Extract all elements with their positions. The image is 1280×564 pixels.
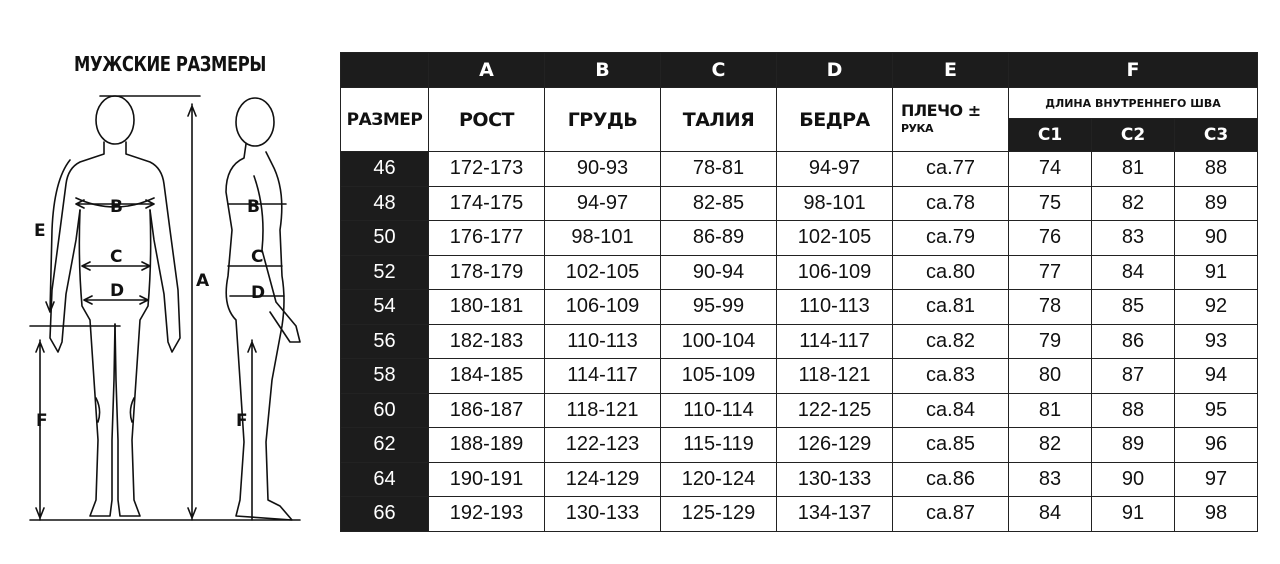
- cell-c1: 74: [1009, 152, 1092, 187]
- cell-c2: 89: [1092, 428, 1175, 463]
- cell-chest: 94-97: [545, 186, 661, 221]
- cell-chest: 106-109: [545, 290, 661, 325]
- cell-c2: 86: [1092, 324, 1175, 359]
- cell-shoulder: ca.85: [893, 428, 1009, 463]
- cell-c1: 84: [1009, 497, 1092, 532]
- letter-b: B: [545, 53, 661, 88]
- cell-c3: 92: [1175, 290, 1258, 325]
- cell-shoulder: ca.82: [893, 324, 1009, 359]
- cell-hips: 118-121: [777, 359, 893, 394]
- cell-c1: 82: [1009, 428, 1092, 463]
- cell-hips: 102-105: [777, 221, 893, 256]
- letter-d: D: [777, 53, 893, 88]
- cell-c1: 80: [1009, 359, 1092, 394]
- cell-height: 178-179: [429, 255, 545, 290]
- label-f-side: F: [236, 411, 248, 431]
- table-row: [341, 393, 1258, 428]
- cell-height: 174-175: [429, 186, 545, 221]
- label-c-side: C: [251, 247, 264, 267]
- cell-hips: 130-133: [777, 462, 893, 497]
- size-table-body: [341, 152, 1258, 532]
- cell-height: 192-193: [429, 497, 545, 532]
- cell-hips: 98-101: [777, 186, 893, 221]
- label-d-side: D: [251, 283, 266, 303]
- cell-c3: 97: [1175, 462, 1258, 497]
- cell-size: 48: [341, 186, 429, 221]
- header-shoulder-main: ПЛЕЧО ±: [901, 100, 981, 120]
- header-shoulder-sub: РУКА: [901, 121, 934, 135]
- letter-f: F: [1009, 53, 1258, 88]
- size-table: [340, 52, 1258, 532]
- cell-shoulder: ca.83: [893, 359, 1009, 394]
- cell-size: 66: [341, 497, 429, 532]
- cell-c2: 84: [1092, 255, 1175, 290]
- cell-hips: 110-113: [777, 290, 893, 325]
- cell-c1: 78: [1009, 290, 1092, 325]
- cell-size: 62: [341, 428, 429, 463]
- header-waist: ТАЛИЯ: [661, 88, 777, 152]
- header-size: РАЗМЕР: [341, 88, 429, 152]
- header-shoulder: [893, 88, 1009, 152]
- table-row: [341, 152, 1258, 187]
- cell-waist: 125-129: [661, 497, 777, 532]
- cell-c1: 76: [1009, 221, 1092, 256]
- cell-chest: 110-113: [545, 324, 661, 359]
- cell-height: 172-173: [429, 152, 545, 187]
- cell-waist: 115-119: [661, 428, 777, 463]
- table-row: [341, 290, 1258, 325]
- cell-waist: 120-124: [661, 462, 777, 497]
- cell-chest: 98-101: [545, 221, 661, 256]
- cell-waist: 110-114: [661, 393, 777, 428]
- header-chest: ГРУДЬ: [545, 88, 661, 152]
- cell-c2: 83: [1092, 221, 1175, 256]
- cell-c2: 88: [1092, 393, 1175, 428]
- cell-c3: 98: [1175, 497, 1258, 532]
- cell-waist: 105-109: [661, 359, 777, 394]
- cell-c3: 89: [1175, 186, 1258, 221]
- cell-c3: 93: [1175, 324, 1258, 359]
- cell-waist: 86-89: [661, 221, 777, 256]
- table-row: [341, 186, 1258, 221]
- cell-chest: 124-129: [545, 462, 661, 497]
- table-row: [341, 462, 1258, 497]
- cell-height: 184-185: [429, 359, 545, 394]
- header-c2: C2: [1092, 119, 1175, 152]
- cell-chest: 114-117: [545, 359, 661, 394]
- cell-waist: 90-94: [661, 255, 777, 290]
- header-inseam: ДЛИНА ВНУТРЕННЕГО ШВА: [1009, 88, 1258, 119]
- cell-c2: 82: [1092, 186, 1175, 221]
- letter-empty: [341, 53, 429, 88]
- cell-size: 64: [341, 462, 429, 497]
- cell-height: 176-177: [429, 221, 545, 256]
- cell-c2: 81: [1092, 152, 1175, 187]
- label-c-front: C: [110, 247, 123, 267]
- cell-size: 50: [341, 221, 429, 256]
- cell-shoulder: ca.84: [893, 393, 1009, 428]
- cell-size: 54: [341, 290, 429, 325]
- cell-hips: 114-117: [777, 324, 893, 359]
- cell-c1: 81: [1009, 393, 1092, 428]
- cell-c2: 90: [1092, 462, 1175, 497]
- label-b-front: B: [110, 197, 123, 217]
- cell-shoulder: ca.79: [893, 221, 1009, 256]
- header-hips: БЕДРА: [777, 88, 893, 152]
- cell-waist: 82-85: [661, 186, 777, 221]
- cell-waist: 78-81: [661, 152, 777, 187]
- cell-height: 180-181: [429, 290, 545, 325]
- table-row: [341, 324, 1258, 359]
- letter-a: A: [429, 53, 545, 88]
- cell-height: 186-187: [429, 393, 545, 428]
- cell-c2: 87: [1092, 359, 1175, 394]
- cell-hips: 106-109: [777, 255, 893, 290]
- cell-c2: 91: [1092, 497, 1175, 532]
- label-d-front: D: [110, 281, 125, 301]
- table-row: [341, 497, 1258, 532]
- cell-chest: 130-133: [545, 497, 661, 532]
- cell-hips: 126-129: [777, 428, 893, 463]
- cell-c3: 88: [1175, 152, 1258, 187]
- letter-e: E: [893, 53, 1009, 88]
- label-e: E: [34, 221, 46, 241]
- cell-c3: 91: [1175, 255, 1258, 290]
- header-row: [341, 88, 1258, 119]
- cell-waist: 95-99: [661, 290, 777, 325]
- cell-shoulder: ca.77: [893, 152, 1009, 187]
- cell-height: 182-183: [429, 324, 545, 359]
- label-b-side: B: [247, 197, 260, 217]
- cell-shoulder: ca.78: [893, 186, 1009, 221]
- table-row: [341, 428, 1258, 463]
- cell-height: 190-191: [429, 462, 545, 497]
- cell-c1: 75: [1009, 186, 1092, 221]
- header-height: РОСТ: [429, 88, 545, 152]
- table-row: [341, 221, 1258, 256]
- cell-hips: 122-125: [777, 393, 893, 428]
- cell-hips: 94-97: [777, 152, 893, 187]
- cell-size: 58: [341, 359, 429, 394]
- label-a: A: [196, 271, 210, 291]
- cell-height: 188-189: [429, 428, 545, 463]
- figure-title: МУЖСКИЕ РАЗМЕРЫ: [74, 52, 266, 76]
- cell-c1: 79: [1009, 324, 1092, 359]
- letter-c: C: [661, 53, 777, 88]
- cell-c1: 77: [1009, 255, 1092, 290]
- cell-chest: 122-123: [545, 428, 661, 463]
- cell-c2: 85: [1092, 290, 1175, 325]
- cell-chest: 102-105: [545, 255, 661, 290]
- cell-waist: 100-104: [661, 324, 777, 359]
- cell-hips: 134-137: [777, 497, 893, 532]
- cell-chest: 90-93: [545, 152, 661, 187]
- column-letter-row: [341, 53, 1258, 88]
- header-c3: C3: [1175, 119, 1258, 152]
- cell-size: 56: [341, 324, 429, 359]
- cell-size: 52: [341, 255, 429, 290]
- cell-c3: 94: [1175, 359, 1258, 394]
- cell-c3: 96: [1175, 428, 1258, 463]
- header-c1: C1: [1009, 119, 1092, 152]
- label-f-front: F: [36, 411, 48, 431]
- cell-c3: 95: [1175, 393, 1258, 428]
- cell-size: 60: [341, 393, 429, 428]
- cell-shoulder: ca.80: [893, 255, 1009, 290]
- table-row: [341, 359, 1258, 394]
- cell-shoulder: ca.81: [893, 290, 1009, 325]
- cell-shoulder: ca.86: [893, 462, 1009, 497]
- cell-chest: 118-121: [545, 393, 661, 428]
- table-row: [341, 255, 1258, 290]
- cell-c1: 83: [1009, 462, 1092, 497]
- cell-shoulder: ca.87: [893, 497, 1009, 532]
- cell-size: 46: [341, 152, 429, 187]
- body-measurement-figures: [0, 80, 320, 540]
- cell-c3: 90: [1175, 221, 1258, 256]
